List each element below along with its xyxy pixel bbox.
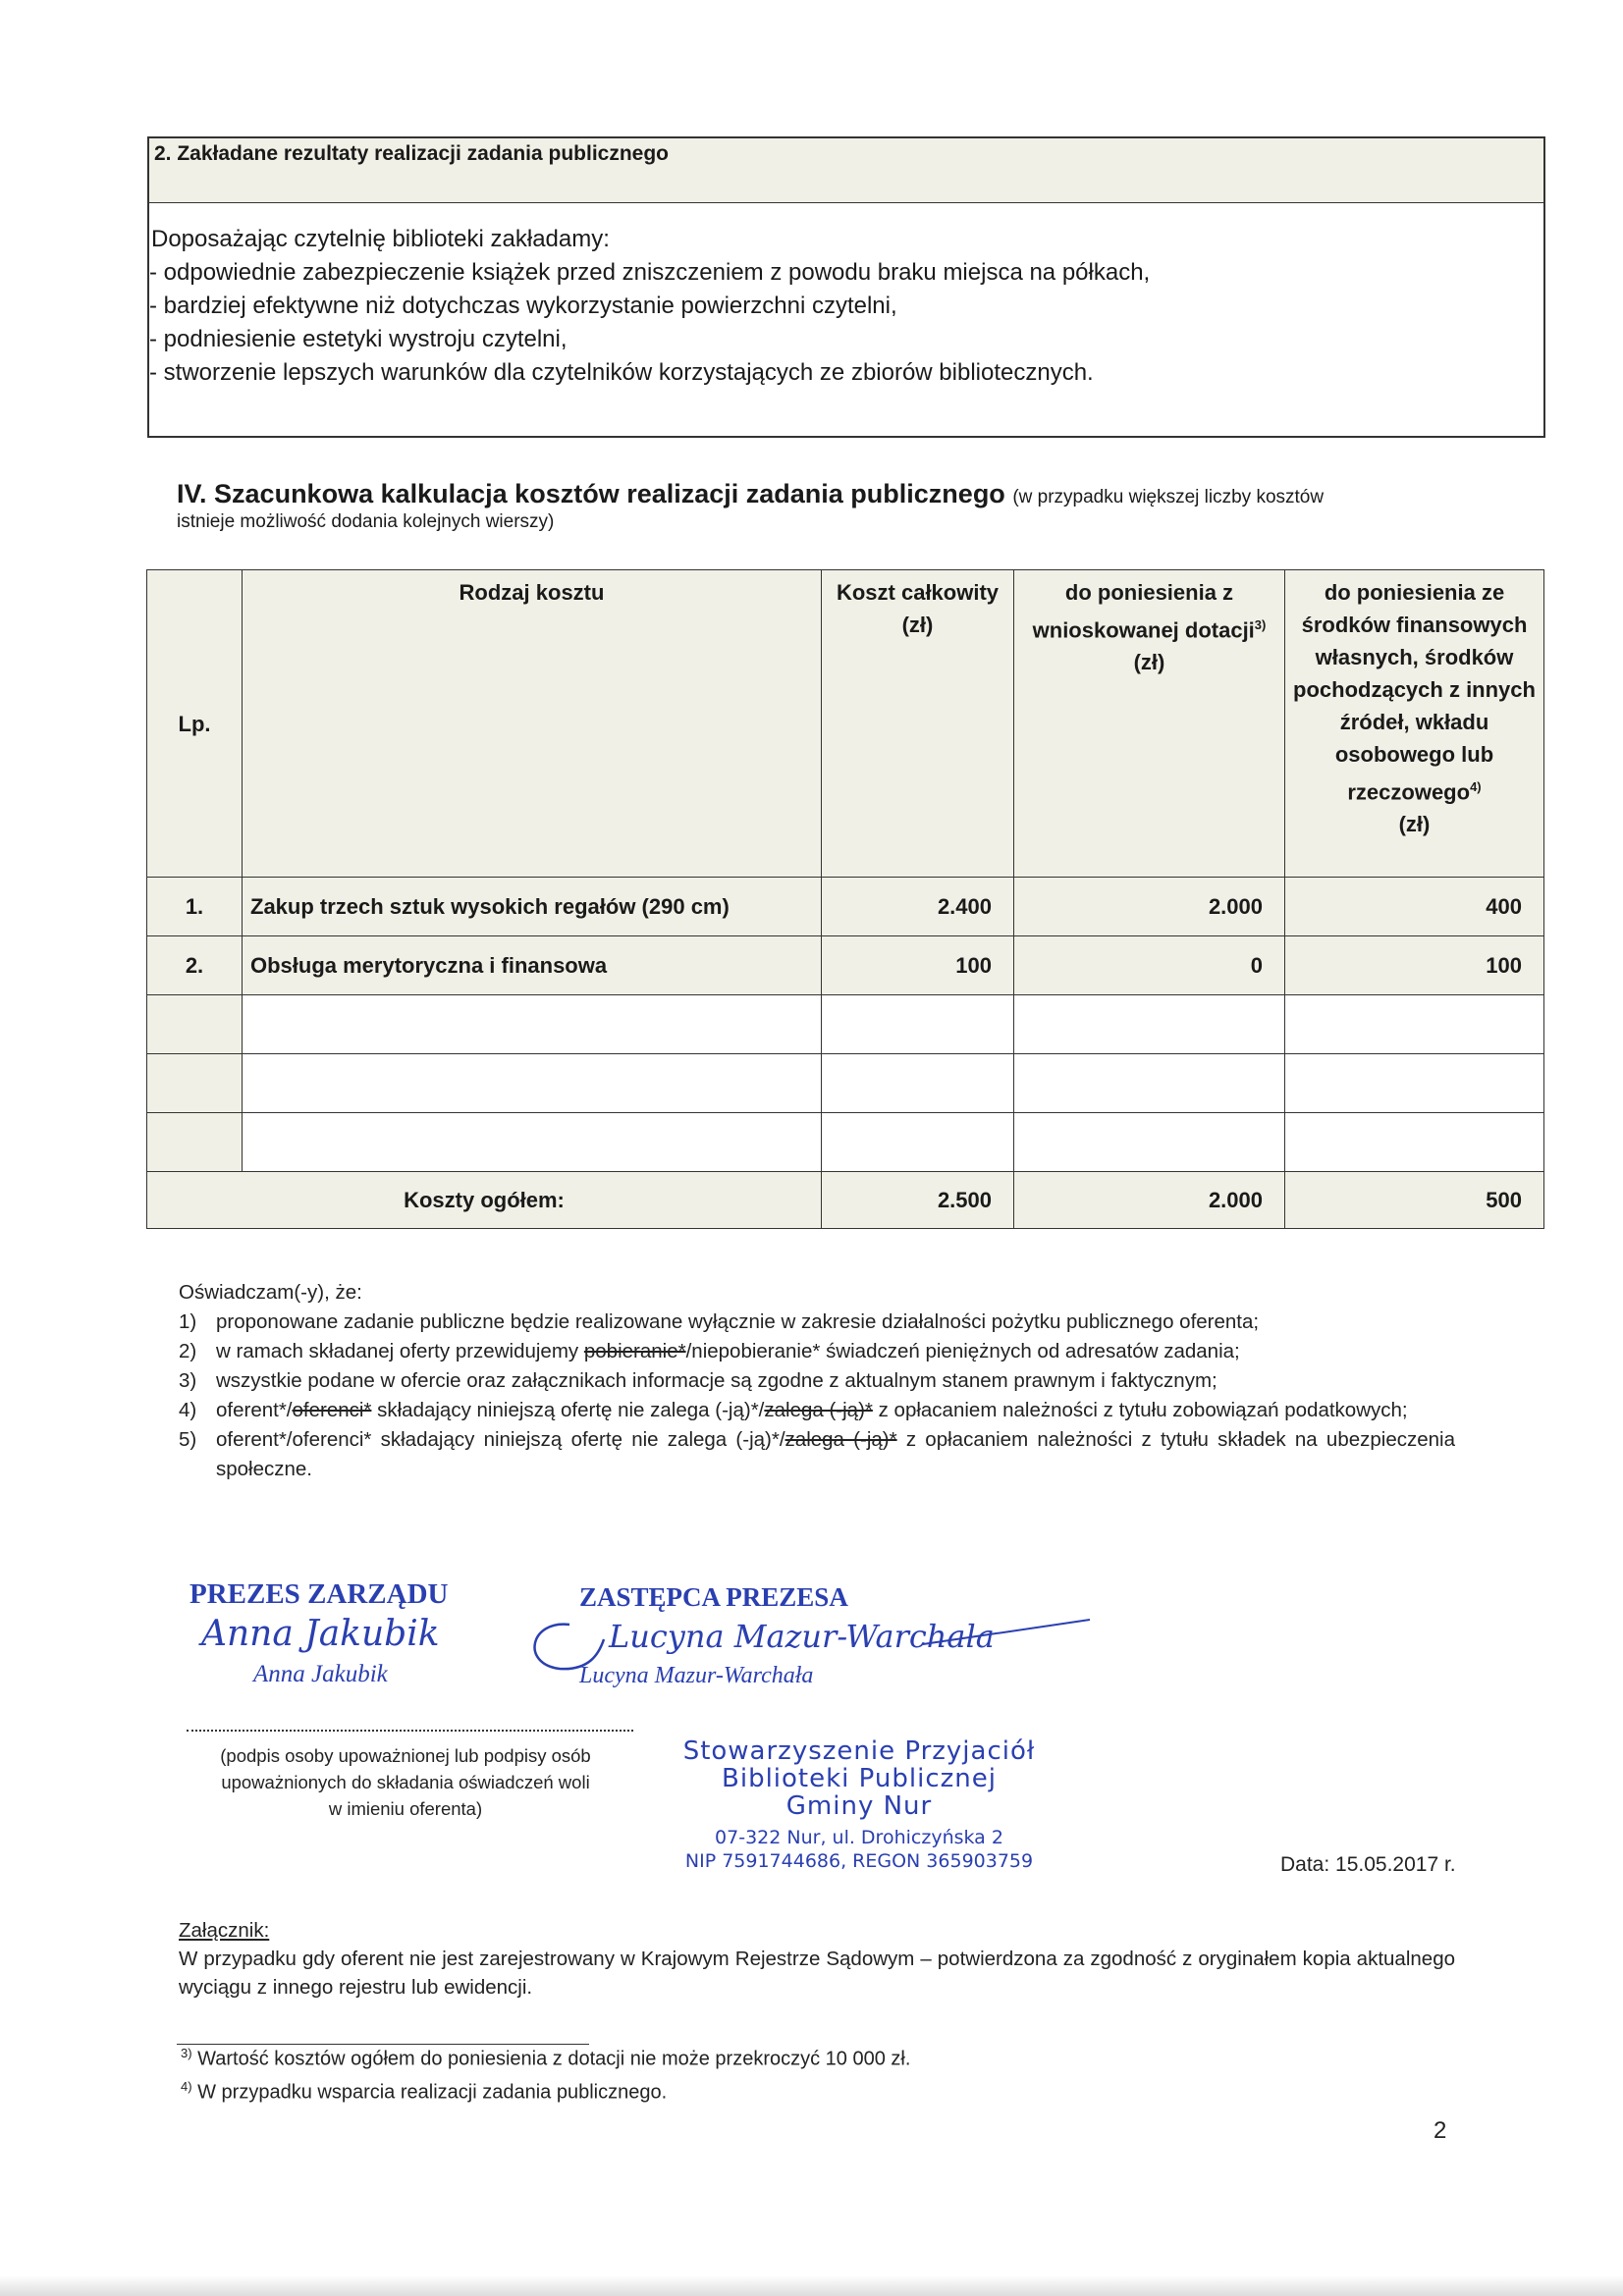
row-lp: 1.: [147, 878, 243, 936]
declaration-item: [179, 1308, 1455, 1337]
results-item: - podniesienie estetyki wystroju czytelni,: [149, 326, 568, 352]
scan-edge: [0, 2275, 1623, 2296]
empty-cell: [1014, 995, 1285, 1054]
row-cost-name: Obsługa merytoryczna i finansowa: [243, 936, 822, 995]
document-date: Data: 15.05.2017 r.: [1280, 1853, 1456, 1876]
struck-text: zalega (-ją)*: [764, 1399, 873, 1421]
president-stamp-name: Anna Jakubik: [253, 1661, 388, 1687]
declaration-text-part: /niepobieranie* świadczeń pieniężnych od adresatów zadania;: [685, 1340, 1240, 1362]
page-number: 2: [1434, 2117, 1447, 2144]
results-intro: Doposażając czytelnię biblioteki zakładamy:: [151, 226, 610, 252]
empty-cell: [1014, 1113, 1285, 1172]
row-grant: 2.000: [1014, 878, 1285, 936]
organization-ids: NIP 7591744686, REGON 365903759: [684, 1850, 1034, 1872]
struck-text: zalega (-ją)*: [784, 1428, 897, 1451]
declaration-text-part: z opłacaniem należności z tytułu zobowiązań podatkowych;: [872, 1399, 1408, 1421]
empty-table-row: [147, 1054, 1544, 1113]
total-cost: 2.500: [822, 1172, 1014, 1229]
footnote-text: W przypadku wsparcia realizacji zadania publicznego.: [197, 2081, 668, 2104]
row-own: 400: [1285, 878, 1544, 936]
struck-text: pobieranie*: [583, 1340, 686, 1362]
vice-president-stamp-title: ZASTĘPCA PREZESA: [579, 1582, 848, 1612]
empty-cell: [822, 995, 1014, 1054]
footnote-divider: [177, 2044, 589, 2045]
organization-name-line-1: Stowarzyszenie Przyjaciół: [682, 1736, 1036, 1766]
empty-cell: [1285, 995, 1544, 1054]
attachment-title: Załącznik:: [179, 1919, 270, 1942]
cost-table: [146, 569, 1544, 1229]
footnote-4: [181, 2079, 667, 2105]
grant-header-text: do poniesienia z wnioskowanej dotacji: [1032, 580, 1255, 643]
cost-section-heading: IV. Szacunkowa kalkulacja kosztów realizacji zadania publicznego: [177, 479, 1005, 508]
declaration-number: 4): [179, 1399, 197, 1421]
footnote-mark: 3): [181, 2046, 192, 2060]
empty-cell: [243, 1113, 822, 1172]
results-item: - stworzenie lepszych warunków dla czytelników korzystających ze zbiorów bibliotecznych.: [149, 359, 1094, 386]
declaration-text: [216, 1396, 1455, 1425]
footnote-mark: 4): [181, 2079, 192, 2094]
grant-header-footnote-mark: 3): [1254, 617, 1267, 632]
total-own: 500: [1285, 1172, 1544, 1229]
footnote-text: Wartość kosztów ogółem do poniesienia z dotacji nie może przekroczyć 10 000 zł.: [197, 2048, 911, 2070]
results-item: - bardziej efektywne niż dotychczas wykorzystanie powierzchni czytelni,: [149, 293, 897, 319]
declaration-text-part: składający niniejszą ofertę nie zalega (-ją)*/: [371, 1399, 765, 1421]
results-section-body: [149, 203, 1543, 390]
declaration-item: [179, 1425, 1455, 1484]
row-total: 2.400: [822, 878, 1014, 936]
declarations-intro: Oświadczam(-y), że:: [179, 1281, 362, 1304]
table-row: [147, 878, 1544, 936]
own-funds-header-unit: (zł): [1398, 812, 1431, 837]
own-funds-header-footnote-mark: 4): [1470, 779, 1482, 794]
total-grant: 2.000: [1014, 1172, 1285, 1229]
row-own: 100: [1285, 936, 1544, 995]
declaration-text: [216, 1337, 1455, 1366]
empty-cell: [822, 1054, 1014, 1113]
row-total: 100: [822, 936, 1014, 995]
attachment-section: [179, 1916, 1455, 2002]
empty-cell: [1285, 1054, 1544, 1113]
declaration-number: 2): [179, 1340, 197, 1362]
total-row: [147, 1172, 1544, 1229]
cost-section-note-2: istnieje możliwość dodania kolejnych wierszy): [177, 511, 555, 532]
organization-name-line-3: Gminy Nur: [785, 1791, 933, 1821]
empty-cell: [243, 995, 822, 1054]
empty-cell: [822, 1113, 1014, 1172]
empty-cell: [147, 995, 243, 1054]
table-header-row: [147, 570, 1544, 878]
signature-line: [187, 1730, 633, 1732]
own-funds-header-text: do poniesienia ze środków finansowych własnych, środków pochodzących z innych źródeł, wkładu osobowego lub rzeczowego: [1293, 580, 1536, 805]
president-stamp-title: PREZES ZARZĄDU: [189, 1578, 449, 1610]
vice-president-stamp-name: Lucyna Mazur-Warchała: [579, 1663, 814, 1688]
declaration-text-part: oferent*/: [216, 1399, 293, 1421]
organization-address: 07-322 Nur, ul. Drohiczyńska 2: [715, 1827, 1003, 1848]
row-cost-name: Zakup trzech sztuk wysokich regałów (290 cm): [243, 878, 822, 936]
struck-text: oferenci*: [292, 1399, 372, 1421]
cost-section-note: (w przypadku większej liczby kosztów: [1012, 487, 1325, 507]
column-header-total-cost: Koszt całkowity (zł): [822, 570, 1014, 878]
declaration-text-part: w ramach składanej oferty przewidujemy: [216, 1340, 584, 1362]
president-signature: Anna Jakubik: [201, 1614, 440, 1654]
organization-name-line-2: Biblioteki Publicznej: [722, 1764, 997, 1793]
empty-cell: [1285, 1113, 1544, 1172]
declaration-number: 5): [179, 1428, 197, 1451]
attachment-text: W przypadku gdy oferent nie jest zarejestrowany w Krajowym Rejestrze Sądowym – potwierdzona za zgodność z oryginałem kopia aktualnego wyciągu z innego rejestru lub ewidencji.: [179, 1948, 1455, 1999]
empty-cell: [243, 1054, 822, 1113]
empty-cell: [1014, 1054, 1285, 1113]
grant-header-unit: (zł): [1133, 650, 1165, 675]
declaration-number: 3): [179, 1369, 197, 1392]
declaration-item: [179, 1337, 1455, 1366]
results-item: - odpowiednie zabezpieczenie książek przed zniszczeniem z powodu braku miejsca na półkach,: [149, 259, 1151, 286]
empty-cell: [147, 1054, 243, 1113]
column-header-cost-type: Rodzaj kosztu: [243, 570, 822, 878]
results-section-header: 2. Zakładane rezultaty realizacji zadania publicznego: [149, 138, 1543, 203]
cost-section-title: [177, 479, 1453, 533]
empty-table-row: [147, 1113, 1544, 1172]
declaration-text-part: oferent*/oferenci* składający niniejszą ofertę nie zalega (-ją)*/: [216, 1428, 785, 1451]
declaration-item: [179, 1366, 1455, 1396]
table-row: [147, 936, 1544, 995]
declaration-number: 1): [179, 1310, 197, 1333]
footnote-3: [181, 2046, 910, 2071]
vice-president-signature: Lucyna Mazur-Warchala: [609, 1618, 995, 1655]
declaration-text: [216, 1425, 1455, 1484]
empty-table-row: [147, 995, 1544, 1054]
column-header-own-funds: [1285, 570, 1544, 878]
signature-caption: (podpis osoby upoważnionej lub podpisy osób upoważnionych do składania oświadczeń woli w imieniu oferenta): [220, 1745, 591, 1819]
row-grant: 0: [1014, 936, 1285, 995]
declaration-text: wszystkie podane w ofercie oraz załącznikach informacje są zgodne z aktualnym stanem prawnym i faktycznym;: [216, 1369, 1217, 1392]
results-section: [147, 136, 1545, 438]
total-label: Koszty ogółem:: [147, 1172, 822, 1229]
column-header-grant: [1014, 570, 1285, 878]
declaration-text-part: z opłacaniem należności z tytułu składek na ubezpieczenia społeczne.: [216, 1428, 1455, 1480]
declaration-text: proponowane zadanie publiczne będzie realizowane wyłącznie w zakresie działalności pożytku publicznego oferenta;: [216, 1310, 1260, 1333]
row-lp: 2.: [147, 936, 243, 995]
declarations: [179, 1278, 1455, 1484]
column-header-lp: Lp.: [147, 570, 243, 878]
declaration-item: [179, 1396, 1455, 1425]
empty-cell: [147, 1113, 243, 1172]
organization-stamp: [628, 1737, 1090, 1873]
